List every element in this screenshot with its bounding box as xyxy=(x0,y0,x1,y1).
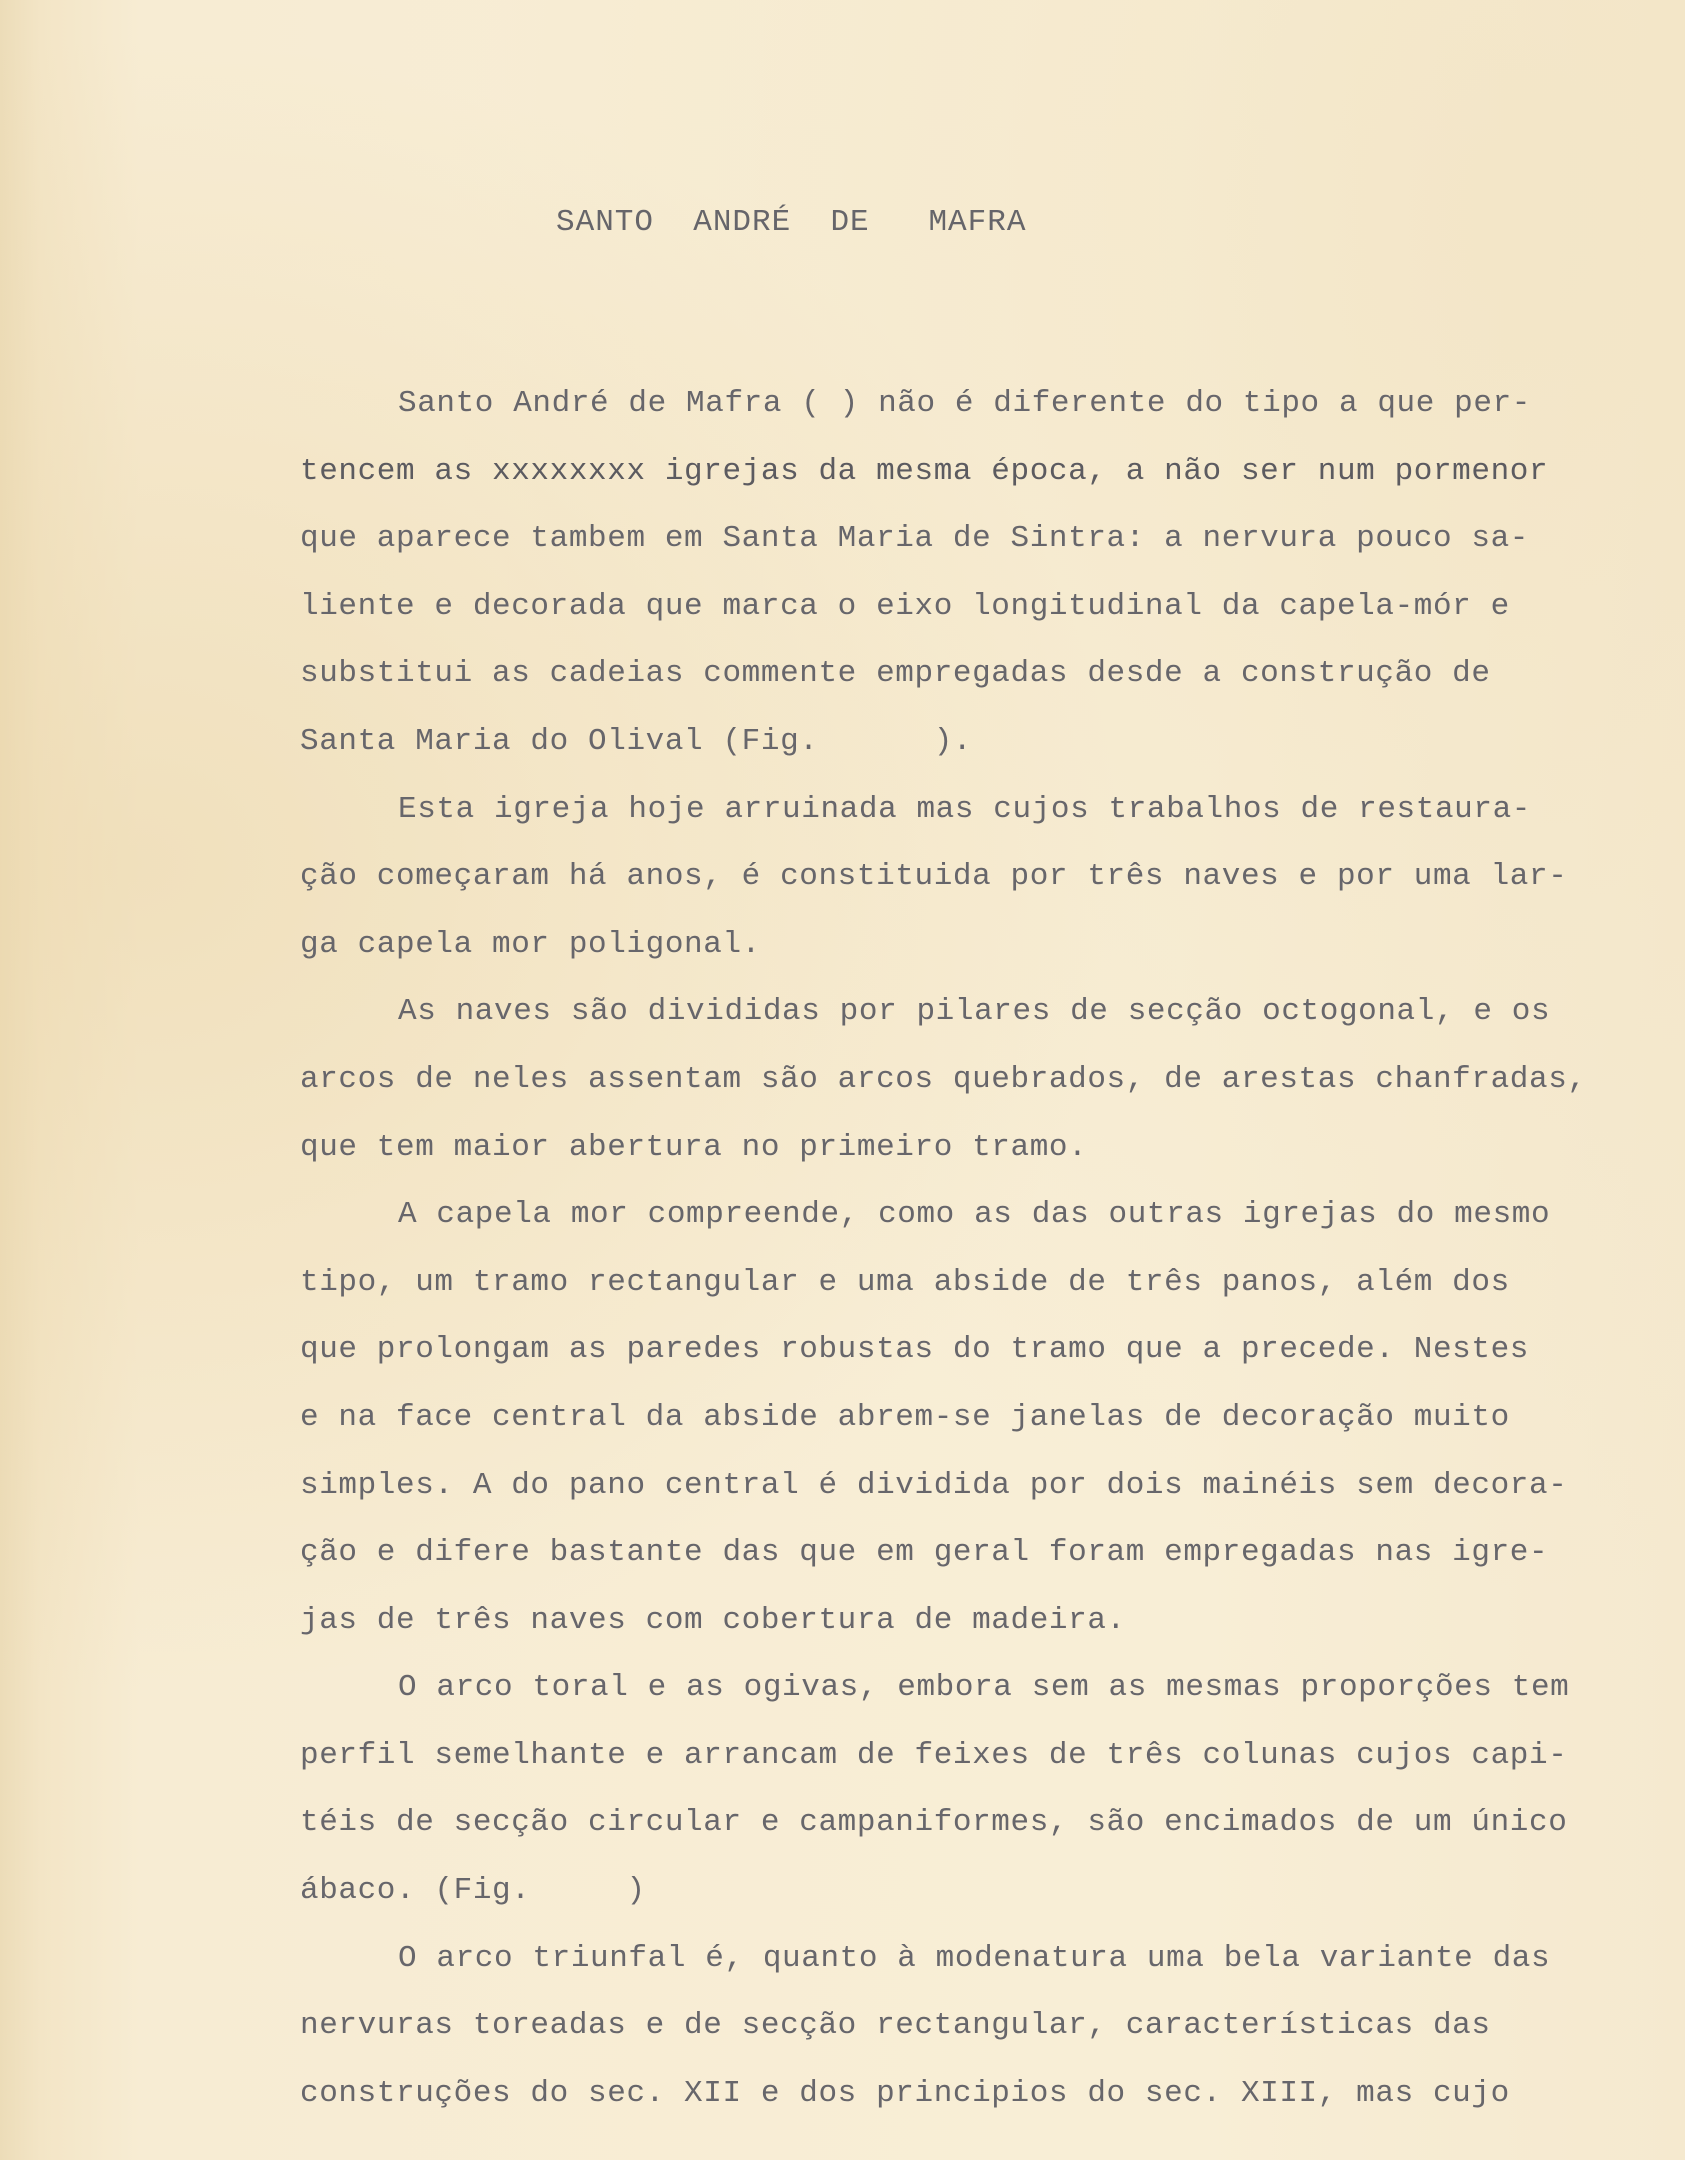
text-line: arcos de neles assentam são arcos quebrados, de arestas chanfradas, xyxy=(300,1061,1587,1097)
text-line: ção e difere bastante das que em geral foram empregadas nas igre- xyxy=(300,1535,1549,1571)
text-line: construções do sec. XII e dos principios do sec. XIII, mas cujo xyxy=(300,2075,1510,2111)
text-line: perfil semelhante e arrancam de feixes de três colunas cujos capi- xyxy=(300,1737,1568,1773)
text-line: liente e decorada que marca o eixo longitudinal da capela-mór e xyxy=(300,588,1510,624)
text-line: e na face central da abside abrem-se janelas de decoração muito xyxy=(300,1399,1510,1435)
text-line: Santo André de Mafra ( ) não é diferente do tipo a que per- xyxy=(398,386,1531,421)
text-line: A capela mor compreende, como as das outras igrejas do mesmo xyxy=(398,1197,1551,1233)
text-line: que tem maior abertura no primeiro tramo. xyxy=(300,1129,1088,1165)
text-line: téis de secção circular e campaniformes, são encimados de um único xyxy=(300,1805,1568,1841)
text-line: O arco triunfal é, quanto à modenatura uma bela variante das xyxy=(398,1940,1551,1976)
text-line: ga capela mor poligonal. xyxy=(300,926,761,962)
body-text xyxy=(300,370,1640,2127)
text-line: ção começaram há anos, é constituida por três naves e por uma lar- xyxy=(300,859,1568,895)
document-title: SANTO ANDRÉ DE MAFRA xyxy=(556,205,1027,240)
text-line: tencem as xxxxxxxx igrejas da mesma época, a não ser num pormenor xyxy=(300,453,1549,489)
text-line: Esta igreja hoje arruinada mas cujos trabalhos de restaura- xyxy=(398,791,1531,827)
text-line: substitui as cadeias commente empregadas desde a construção de xyxy=(300,656,1491,692)
text-line: que aparece tambem em Santa Maria de Sintra: a nervura pouco sa- xyxy=(300,521,1529,557)
text-line: tipo, um tramo rectangular e uma abside de três panos, além dos xyxy=(300,1264,1510,1300)
text-line: As naves são divididas por pilares de secção octogonal, e os xyxy=(398,994,1551,1030)
text-line: jas de três naves com cobertura de madeira. xyxy=(300,1602,1126,1638)
text-line: que prolongam as paredes robustas do tramo que a precede. Nestes xyxy=(300,1332,1529,1368)
text-line: simples. A do pano central é dividida por dois mainéis sem decora- xyxy=(300,1467,1568,1503)
text-line: Santa Maria do Olival (Fig. ). xyxy=(300,723,973,759)
text-line: ábaco. (Fig. ) xyxy=(300,1873,646,1909)
text-line: O arco toral e as ogivas, embora sem as mesmas proporções tem xyxy=(398,1670,1570,1706)
text-line: nervuras toreadas e de secção rectangular, características das xyxy=(300,2008,1491,2044)
